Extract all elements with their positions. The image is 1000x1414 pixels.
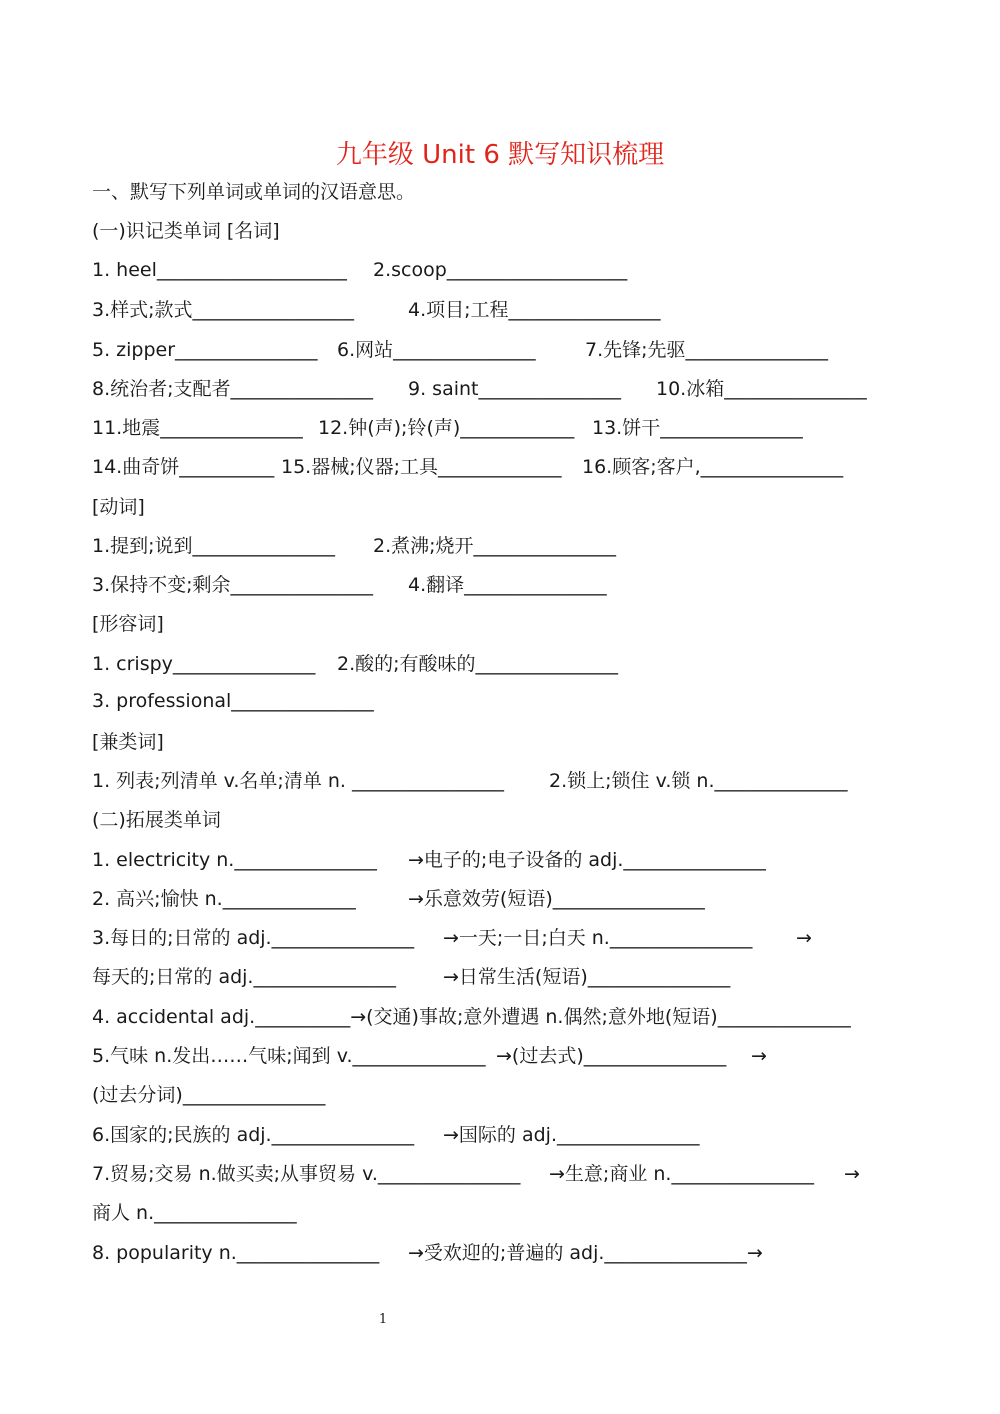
- expand-line-6b: →(过去式)_______________: [496, 1045, 727, 1067]
- noun-item-7: 7.先锋;先驱_______________: [585, 339, 829, 361]
- adjectives-heading: [形容词]: [92, 613, 164, 635]
- expand-line-8b: →国际的 adj._______________: [443, 1124, 700, 1146]
- noun-item-5: 5. zipper_______________: [92, 339, 318, 361]
- multi-item-2: 2.锁上;锁住 v.锁 n.______________: [549, 770, 848, 792]
- expand-line-2a: 2. 高兴;愉快 n.______________: [92, 888, 356, 910]
- page-title: 九年级 Unit 6 默写知识梳理: [335, 140, 665, 170]
- noun-item-16: 16.顾客;客户,_______________: [582, 456, 844, 478]
- noun-item-3: 3.样式;款式_________________: [92, 299, 355, 321]
- noun-item-6: 6.网站_______________: [337, 339, 536, 361]
- page-number: 1: [378, 1312, 388, 1327]
- verbs-heading: [动词]: [92, 496, 145, 518]
- expand-line-9a: 7.贸易;交易 n.做买卖;从事贸易 v._______________: [92, 1163, 521, 1185]
- part1-heading: (一)识记类单词 [名词]: [92, 220, 280, 242]
- expand-line-4b: →日常生活(短语)_______________: [443, 966, 731, 988]
- noun-item-9: 9. saint_______________: [408, 378, 621, 400]
- noun-item-8: 8.统治者;支配者_______________: [92, 378, 374, 400]
- noun-item-10: 10.冰箱_______________: [656, 378, 867, 400]
- noun-item-4: 4.项目;工程________________: [408, 299, 661, 321]
- verb-item-3: 3.保持不变;剩余_______________: [92, 574, 374, 596]
- noun-item-13: 13.饼干_______________: [592, 417, 803, 439]
- expand-line-8a: 6.国家的;民族的 adj._______________: [92, 1124, 415, 1146]
- noun-item-2: 2.scoop___________________: [373, 259, 628, 281]
- expand-line-3a: 3.每日的;日常的 adj._______________: [92, 927, 415, 949]
- noun-item-15: 15.器械;仪器;工具_____________: [281, 456, 562, 478]
- expand-line-1b: →电子的;电子设备的 adj._______________: [408, 849, 766, 871]
- expand-line-3b: →一天;一日;白天 n._______________: [443, 927, 753, 949]
- expand-line-11b: →受欢迎的;普遍的 adj._______________→: [408, 1242, 763, 1264]
- noun-item-1: 1. heel____________________: [92, 259, 347, 281]
- verb-item-1: 1.提到;说到_______________: [92, 535, 336, 557]
- expand-line-5: 4. accidental adj.__________→(交通)事故;意外遭遇 n.偶然;意外地(短语)______________: [92, 1006, 851, 1028]
- multi-heading: [兼类词]: [92, 731, 164, 753]
- expand-line-3c: →: [796, 927, 812, 949]
- section1-heading: 一、默写下列单词或单词的汉语意思。: [92, 181, 416, 203]
- noun-item-11: 11.地震_______________: [92, 417, 303, 439]
- expand-line-1a: 1. electricity n._______________: [92, 849, 377, 871]
- expand-line-9b: →生意;商业 n._______________: [549, 1163, 814, 1185]
- verb-item-4: 4.翻译_______________: [408, 574, 607, 596]
- multi-item-1: 1. 列表;列清单 v.名单;清单 n. ________________: [92, 770, 504, 792]
- adjective-item-1: 1. crispy_______________: [92, 653, 316, 675]
- expand-line-11a: 8. popularity n._______________: [92, 1242, 380, 1264]
- expand-line-4a: 每天的;日常的 adj._______________: [92, 966, 396, 988]
- noun-item-12: 12.钟(声);铃(声)____________: [318, 417, 575, 439]
- expand-line-6a: 5.气味 n.发出……气味;闻到 v.______________: [92, 1045, 486, 1067]
- verb-item-2: 2.煮沸;烧开_______________: [373, 535, 617, 557]
- adjective-item-2: 2.酸的;有酸味的_______________: [337, 653, 619, 675]
- expand-line-2b: →乐意效劳(短语)________________: [408, 888, 705, 910]
- expand-line-7: (过去分词)_______________: [92, 1084, 326, 1106]
- expand-line-9c: →: [844, 1163, 860, 1185]
- expand-line-6c: →: [751, 1045, 767, 1067]
- adjective-item-3: 3. professional_______________: [92, 690, 374, 712]
- part2-heading: (二)拓展类单词: [92, 809, 221, 831]
- expand-line-10: 商人 n._______________: [92, 1202, 297, 1224]
- noun-item-14: 14.曲奇饼__________: [92, 456, 275, 478]
